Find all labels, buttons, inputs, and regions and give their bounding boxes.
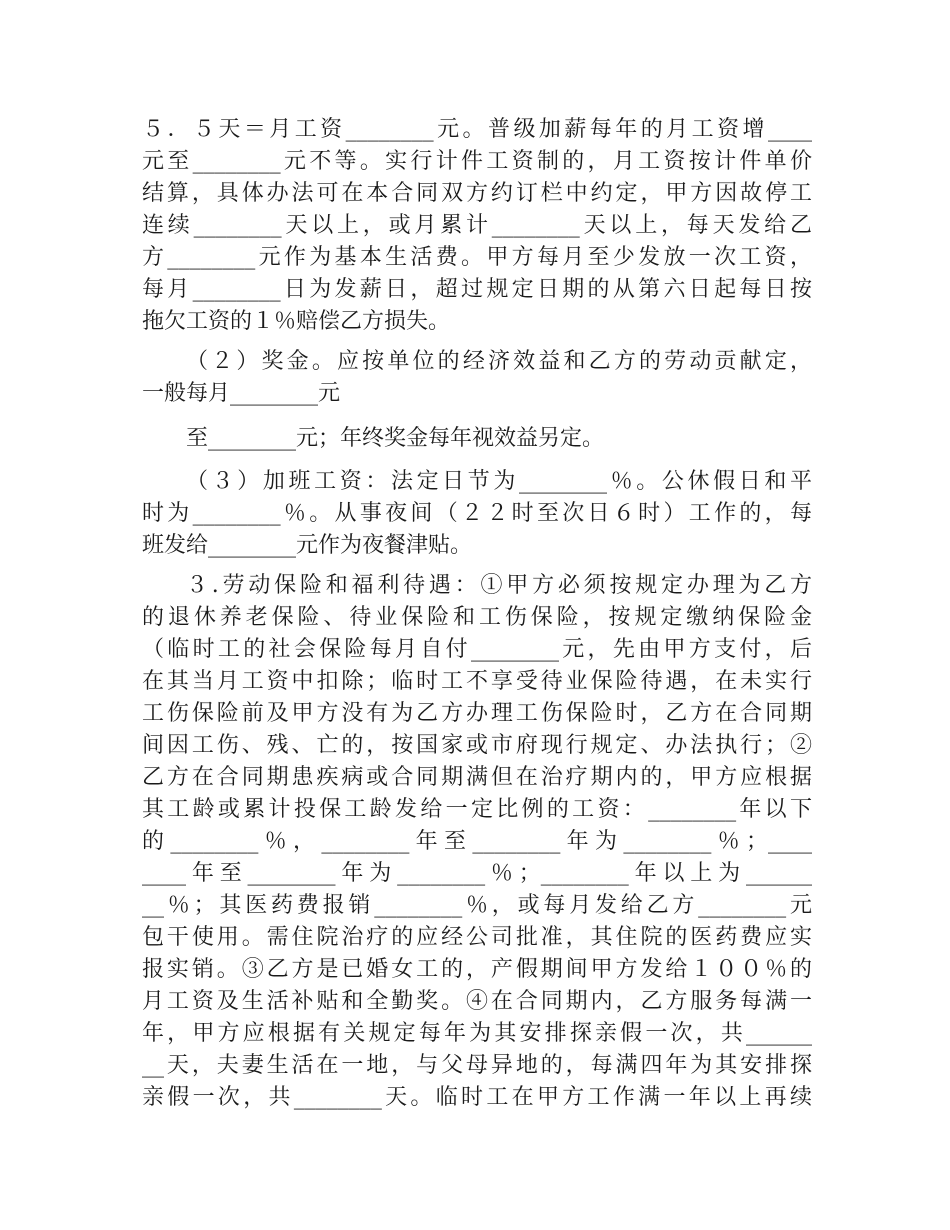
text-line: 乙方在合同期患疾病或合同期满但在治疗期内的，甲方应根据 [142,765,812,790]
text-line: （２）奖金。应按单位的经济效益和乙方的劳动贡献定， [186,349,812,374]
text-line: 元至________元不等。实行计件工资制的，月工资按计件单价 [142,149,812,174]
text-line: 包干使用。需住院治疗的应经公司批准，其住院的医药费应实 [142,925,812,950]
text-line: 间因工伤、残、亡的，按国家或市府现行规定、办法执行；② [142,733,812,758]
text-line: （３）加班工资：法定日节为________％。公休假日和平 [186,469,812,494]
text-line: 的退休养老保险、待业保险和工伤保险，按规定缴纳保险金 [142,605,812,630]
text-line: 至________元；年终奖金每年视效益另定。 [186,426,605,451]
text-line: 拖欠工资的１％赔偿乙方损失。 [142,309,451,334]
text-line: 结算，具体办法可在本合同双方约订栏中约定，甲方因故停工 [142,181,812,206]
text-line: 方________元作为基本生活费。甲方每月至少发放一次工资， [142,245,812,270]
text-line: （临时工的社会保险每月自付________元，先由甲方支付，后 [142,637,812,662]
text-line: ３.劳动保险和福利待遇：①甲方必须按规定办理为乙方 [186,573,812,598]
text-line: 亲假一次，共________天。临时工在甲方工作满一年以上再续 [142,1085,812,1110]
text-line: 的________％，________年至________年为________％；____ [142,829,812,854]
text-line: ５．５天＝月工资________元。普级加薪每年的月工资增____ [142,117,812,142]
text-line: 月工资及生活补贴和全勤奖。④在合同期内，乙方服务每满一 [142,989,812,1014]
text-line: 连续________天以上，或月累计________天以上，每天发给乙 [142,213,812,238]
text-line: 一般每月________元 [142,381,341,406]
text-line: 班发给________元作为夜餐津贴。 [142,533,473,558]
text-line: 年，甲方应根据有关规定每年为其安排探亲假一次，共______ [142,1021,812,1046]
text-line: __天，夫妻生活在一地，与父母异地的，每满四年为其安排探 [142,1053,812,1078]
text-line: 时为________％。从事夜间（２２时至次日６时）工作的，每 [142,501,812,526]
text-line: 每月________日为发薪日，超过规定日期的从第六日起每日按 [142,277,812,302]
text-line: ____年至________年为________％；________年以上为______ [142,861,812,886]
text-line: 在其当月工资中扣除；临时工不享受待业保险待遇，在未实行 [142,669,812,694]
text-line: 工伤保险前及甲方没有为乙方办理工伤保险时，乙方在合同期 [142,701,812,726]
text-line: 报实销。③乙方是已婚女工的，产假期间甲方发给１００％的 [142,957,812,982]
text-line: __％；其医药费报销________％，或每月发给乙方________元 [142,893,812,918]
text-line: 其工龄或累计投保工龄发给一定比例的工资：________年以下 [142,797,812,822]
